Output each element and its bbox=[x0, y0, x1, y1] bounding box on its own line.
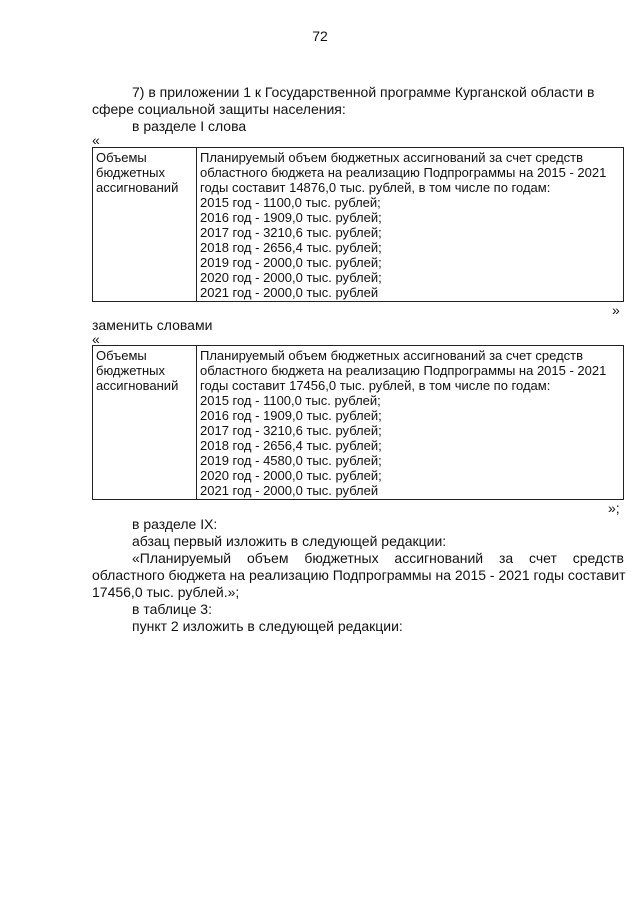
section9-heading: в разделе IX: bbox=[132, 516, 218, 532]
section1-label: в разделе I слова bbox=[132, 118, 247, 134]
table-text-cell bbox=[197, 148, 624, 302]
label-line: ассигнований bbox=[96, 180, 179, 195]
budget-table-new bbox=[92, 345, 624, 500]
text-line: 2016 год - 1909,0 тыс. рублей; bbox=[200, 408, 382, 423]
text-line: 2015 год - 1100,0 тыс. рублей; bbox=[200, 195, 381, 210]
text-line: 2021 год - 2000,0 тыс. рублей bbox=[200, 483, 379, 498]
text-line: Планируемый объем бюджетных ассигнований за счет средств bbox=[200, 150, 584, 165]
text-line: областного бюджета на реализацию Подпрограммы на 2015 - 2021 bbox=[200, 165, 607, 180]
close-quote-2: »; bbox=[608, 500, 620, 516]
section9-instruction: абзац первый изложить в следующей редакции: bbox=[132, 533, 447, 549]
text-line: 2019 год - 4580,0 тыс. рублей; bbox=[200, 453, 382, 468]
section9-quote-line1: «Планируемый объем бюджетных ассигнований за счет средств bbox=[132, 550, 624, 566]
label-line: бюджетных bbox=[96, 165, 165, 180]
text-line: 2018 год - 2656,4 тыс. рублей; bbox=[200, 438, 382, 453]
text-line: 2018 год - 2656,4 тыс. рублей; bbox=[200, 240, 382, 255]
open-quote-1: « bbox=[92, 132, 100, 148]
budget-table-old bbox=[92, 147, 624, 302]
text-line: 2021 год - 2000,0 тыс. рублей bbox=[200, 285, 379, 300]
table-row bbox=[93, 148, 624, 302]
open-quote-2: « bbox=[92, 331, 100, 347]
table-label-cell bbox=[93, 148, 197, 302]
item7-line2: сфере социальной защиты населения: bbox=[92, 101, 346, 117]
table-text-cell bbox=[197, 346, 624, 500]
text-line: областного бюджета на реализацию Подпрограммы на 2015 - 2021 bbox=[200, 363, 607, 378]
text-line: 2020 год - 2000,0 тыс. рублей; bbox=[200, 270, 382, 285]
page-number: 72 bbox=[312, 28, 328, 44]
label-line: бюджетных bbox=[96, 363, 165, 378]
label-line: Объемы bbox=[96, 150, 147, 165]
label-line: ассигнований bbox=[96, 378, 179, 393]
table3-instruction: пункт 2 изложить в следующей редакции: bbox=[132, 618, 403, 634]
item7-line1: 7) в приложении 1 к Государственной программе Курганской области в bbox=[132, 84, 595, 100]
text-line: 2017 год - 3210,6 тыс. рублей; bbox=[200, 423, 382, 438]
text-line: годы составит 17456,0 тыс. рублей, в том числе по годам: bbox=[200, 378, 551, 393]
close-quote-1: » bbox=[612, 302, 620, 318]
table-row bbox=[93, 346, 624, 500]
section9-quote-line3: 17456,0 тыс. рублей.»; bbox=[92, 584, 240, 600]
text-line: 2017 год - 3210,6 тыс. рублей; bbox=[200, 225, 382, 240]
table-label-cell bbox=[93, 346, 197, 500]
label-line: Объемы bbox=[96, 348, 147, 363]
replace-text: заменить словами bbox=[92, 317, 213, 333]
text-line: 2016 год - 1909,0 тыс. рублей; bbox=[200, 210, 382, 225]
table3-heading: в таблице 3: bbox=[132, 601, 212, 617]
text-line: 2020 год - 2000,0 тыс. рублей; bbox=[200, 468, 382, 483]
section9-quote-line2: областного бюджета на реализацию Подпрограммы на 2015 - 2021 годы составит bbox=[92, 567, 626, 583]
text-line: 2019 год - 2000,0 тыс. рублей; bbox=[200, 255, 382, 270]
text-line: годы составит 14876,0 тыс. рублей, в том числе по годам: bbox=[200, 180, 551, 195]
text-line: 2015 год - 1100,0 тыс. рублей; bbox=[200, 393, 381, 408]
text-line: Планируемый объем бюджетных ассигнований за счет средств bbox=[200, 348, 584, 363]
